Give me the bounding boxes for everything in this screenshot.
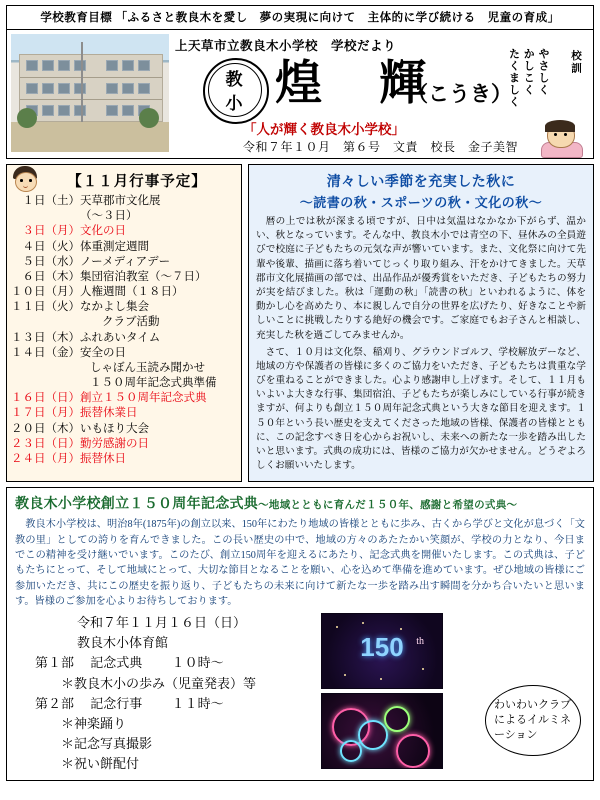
schedule-day: ２３日 bbox=[11, 437, 46, 450]
table-row bbox=[11, 376, 237, 391]
motto-line-2: かしこく bbox=[522, 48, 535, 96]
schedule-dow: （水） bbox=[45, 255, 80, 268]
table-row bbox=[11, 255, 237, 270]
schedule-text: 天草郡市文化展 bbox=[80, 195, 161, 207]
program-label: 記念行事 bbox=[90, 695, 143, 711]
schedule-text: いもほり大会 bbox=[80, 422, 149, 435]
anniversary-title-main: 教良木小学校創立１５０周年記念式典 bbox=[15, 497, 259, 513]
table-row bbox=[11, 194, 237, 209]
schedule-dow: （日） bbox=[45, 392, 80, 405]
kun-label: 校訓 bbox=[570, 50, 581, 75]
school-slogan: 「人が輝く教良木小学校」 bbox=[243, 122, 405, 137]
season-article-box bbox=[248, 164, 594, 482]
schedule-text: 体重測定週間 bbox=[80, 240, 149, 253]
table-row bbox=[11, 270, 237, 285]
schedule-day: １７日 bbox=[11, 407, 46, 420]
schedule-text: 安全の日 bbox=[80, 346, 126, 359]
illumination-caption-bubble: わいわいクラブによるイルミネーション bbox=[485, 685, 581, 756]
emblem-char-bottom: 小 bbox=[225, 94, 243, 114]
anniversary-lower bbox=[15, 613, 585, 774]
schedule-day: ５日 bbox=[22, 255, 46, 268]
schedule-heading: 【１１月行事予定】 bbox=[67, 174, 207, 190]
anniversary-body: 教良木小学校は、明治8年(1875年)の創立以来、150年にわたり地域の皆様とともに歩み、古くから学びと文化が息づく「文教の里」としての誇りを育んできました。この長い歴史の中で、地域の方々のあたたかい笑顔が、学校の力となり、今日までこの精神を受け継いでいます。このたび、創立150周年を迎えるにあたり、記念式典を開催いたします。この式典は、子どもたちにとって、そして地域にとって、大切な節目となることを願い、心を込めて準備を進めています。ぜひ地域の皆様にご参加いただき、共にこの歴史を振り返り、子どもたちの未来に向けて新たな一歩を踏み出す瞬間を分かち合いたいと思います。皆様のご参加を心よりお待ちしております。 bbox=[15, 519, 585, 607]
schedule-text: １５０周年記念式典準備 bbox=[90, 377, 217, 390]
motto-line-3: たくましく bbox=[507, 48, 520, 108]
emblem-char-top: 教 bbox=[225, 70, 243, 90]
article-subtitle: ～読書の秋・スポーツの秋・文化の秋～ bbox=[299, 195, 543, 210]
program-subitem: ＊記念写真撮影 bbox=[61, 736, 153, 751]
table-row bbox=[11, 361, 237, 376]
ceremony-venue: 教良木小体育館 bbox=[77, 635, 169, 651]
schedule-day: ２４日 bbox=[11, 452, 46, 465]
schedule-day: １３日 bbox=[11, 331, 46, 344]
mascot-illustration bbox=[539, 122, 587, 156]
schedule-dow: （月） bbox=[45, 225, 80, 238]
school-building-photo bbox=[11, 34, 169, 152]
media-column bbox=[321, 613, 585, 773]
newsletter-title: 煌 輝 bbox=[275, 56, 431, 111]
schedule-text: 人権週間（１８日） bbox=[80, 286, 184, 299]
program-subitem: ＊祝い餅配付 bbox=[61, 756, 140, 772]
table-row bbox=[11, 422, 237, 437]
program-subitem: ＊教良木小の歩み（児童発表）等 bbox=[61, 675, 257, 691]
issue-info: 令和７年１０月 第６号 文責 校長 金子美智 bbox=[243, 140, 519, 154]
article-paragraph: 暦の上では秋が深まる頃ですが、日中は気温はなかなか下がらず、温かい、秋となっています。そんな中、教良木小では青空の下、昼休みの全員遊びで校庭に子どもたちの元気な声が響いています。また、文化祭に向けて先輩や後輩、描画に落ち着いてじっくり取り組み、汗をかけてきました。天草郡市文化展描画の部では、出品作品が優秀賞をいただき、子どもたちの努力が実を結びました。秋は「運動の秋」「読書の秋」といわれるように、体を動かし心を高めたり、本に親しんで自分の世界を広げたり、好きなことや新しいことに挑戦したりする絶好の機会です。ご家庭でもお子さんと相談し、充実した秋を過ごしてみませんか。 bbox=[256, 216, 586, 341]
schedule-text: 振替休日 bbox=[80, 452, 126, 465]
school-name-line: 上天草市立教良木小学校 学校だより bbox=[175, 39, 397, 53]
schedule-day: １０日 bbox=[11, 286, 46, 299]
schedule-dow: （月） bbox=[45, 286, 80, 299]
schedule-day: １１日 bbox=[11, 301, 46, 314]
table-row bbox=[11, 452, 237, 467]
tree-icon bbox=[139, 108, 159, 128]
illumination-lights-photo bbox=[321, 693, 443, 769]
masthead bbox=[6, 30, 594, 159]
program-label: 記念式典 bbox=[90, 655, 143, 671]
anniversary-title-sub: ～地域とともに育んだ１５０年、感謝と希望の式典～ bbox=[258, 500, 518, 512]
schedule-dow: （火） bbox=[45, 240, 80, 253]
table-row bbox=[11, 300, 237, 315]
schedule-day: ４日 bbox=[22, 240, 46, 253]
school-goal-banner: 学校教育目標 「ふるさと教良木を愛し 夢の実現に向けて 主体的に学び続ける 児童の育成」 bbox=[6, 5, 594, 30]
schedule-text: なかよし集会 bbox=[80, 301, 149, 314]
anniversary-150-illumination-photo bbox=[321, 613, 443, 689]
ceremony-program bbox=[15, 613, 315, 774]
schedule-day: ３日 bbox=[22, 225, 46, 238]
schedule-day: ２０日 bbox=[11, 422, 46, 435]
table-row bbox=[11, 224, 237, 239]
schedule-dow: （木） bbox=[45, 422, 80, 435]
tree-icon bbox=[17, 108, 37, 128]
program-time: １０時～ bbox=[171, 655, 224, 671]
schedule-dow: （金） bbox=[45, 346, 80, 359]
schedule-text: 振替休業日 bbox=[80, 407, 138, 420]
flag-pole bbox=[81, 42, 83, 122]
table-row bbox=[11, 285, 237, 300]
schedule-dow: （月） bbox=[45, 407, 80, 420]
article-title: 清々しい季節を充実した秋に bbox=[326, 175, 516, 190]
schedule-dow: （木） bbox=[45, 331, 80, 344]
table-row bbox=[11, 209, 237, 224]
schedule-text: クラブ活動 bbox=[102, 316, 160, 329]
anniversary-section bbox=[6, 487, 594, 781]
table-row bbox=[11, 240, 237, 255]
schedule-dow: （土） bbox=[45, 195, 80, 207]
newsletter-title-kana: （こうき） bbox=[407, 81, 512, 106]
schedule-dow: （火） bbox=[45, 301, 80, 314]
school-motto bbox=[506, 48, 549, 108]
table-row bbox=[11, 437, 237, 452]
schedule-dow: （木） bbox=[45, 270, 80, 283]
program-item bbox=[35, 694, 315, 714]
schedule-table bbox=[11, 194, 237, 467]
program-part: 第２部 bbox=[35, 695, 75, 711]
schedule-dow: （月） bbox=[45, 452, 80, 465]
motto-line-1: やさしく bbox=[537, 48, 549, 96]
school-emblem bbox=[203, 58, 269, 124]
schedule-dow: （日） bbox=[45, 437, 80, 450]
table-row bbox=[11, 331, 237, 346]
schedule-text: 文化の日 bbox=[80, 225, 126, 238]
table-row bbox=[11, 315, 237, 330]
schedule-text: （～３日） bbox=[80, 210, 138, 223]
ceremony-date: 令和７年１１月１６日（日） bbox=[77, 615, 247, 631]
program-subitem: ＊神楽踊り bbox=[61, 715, 127, 731]
schedule-text: 創立１５０周年記念式典 bbox=[80, 392, 207, 405]
middle-section bbox=[6, 164, 594, 482]
schedule-text: 勤労感謝の日 bbox=[80, 437, 149, 450]
schedule-day: ６日 bbox=[22, 270, 46, 283]
table-row bbox=[11, 391, 237, 406]
article-paragraph: さて、１０月は文化祭、稲刈り、グラウンドゴルフ、学校解放デーなど、地域の方や保護者の皆様に多くのご協力をいただき、子どもたちは貴重な学びを重ねることができました。心より感謝申し上げます。そして、１１月もいよいよ大きな行事、集団宿泊、子どもたちが楽しみにしている行事が続きますが、何よりも創立１５０周年記念式典という大きな節目を迎えます。１５０年という長い歴史を支えてくださった地域の皆様、保護者の皆様とともに、この記念すべき日を心からお祝いし、未来への新たな一歩を踏み出したいと思います。式典の成功には、皆様のご協力が欠かせません。どうぞよろしくお願いいたします。 bbox=[256, 346, 586, 472]
schedule-day: １日 bbox=[22, 195, 46, 207]
illumination-150-label: 150 bbox=[360, 632, 404, 663]
table-row bbox=[11, 406, 237, 421]
child-face-icon bbox=[12, 166, 38, 192]
program-item bbox=[35, 653, 315, 673]
program-part: 第１部 bbox=[35, 655, 75, 671]
november-schedule-box bbox=[6, 164, 242, 482]
article-body bbox=[256, 215, 586, 473]
schedule-text: ふれあいタイム bbox=[80, 331, 161, 344]
table-row bbox=[11, 346, 237, 361]
program-time: １１時～ bbox=[171, 695, 224, 711]
anniversary-title bbox=[15, 493, 585, 513]
schedule-text: 集団宿泊教室（～７日） bbox=[80, 270, 207, 283]
schedule-day: １４日 bbox=[11, 346, 46, 359]
schedule-text: ノーメディアデー bbox=[80, 255, 171, 268]
schedule-text: しゃぼん玉読み聞かせ bbox=[90, 361, 205, 374]
illumination-150-suffix: th bbox=[416, 636, 424, 648]
schedule-day: １６日 bbox=[11, 392, 46, 405]
